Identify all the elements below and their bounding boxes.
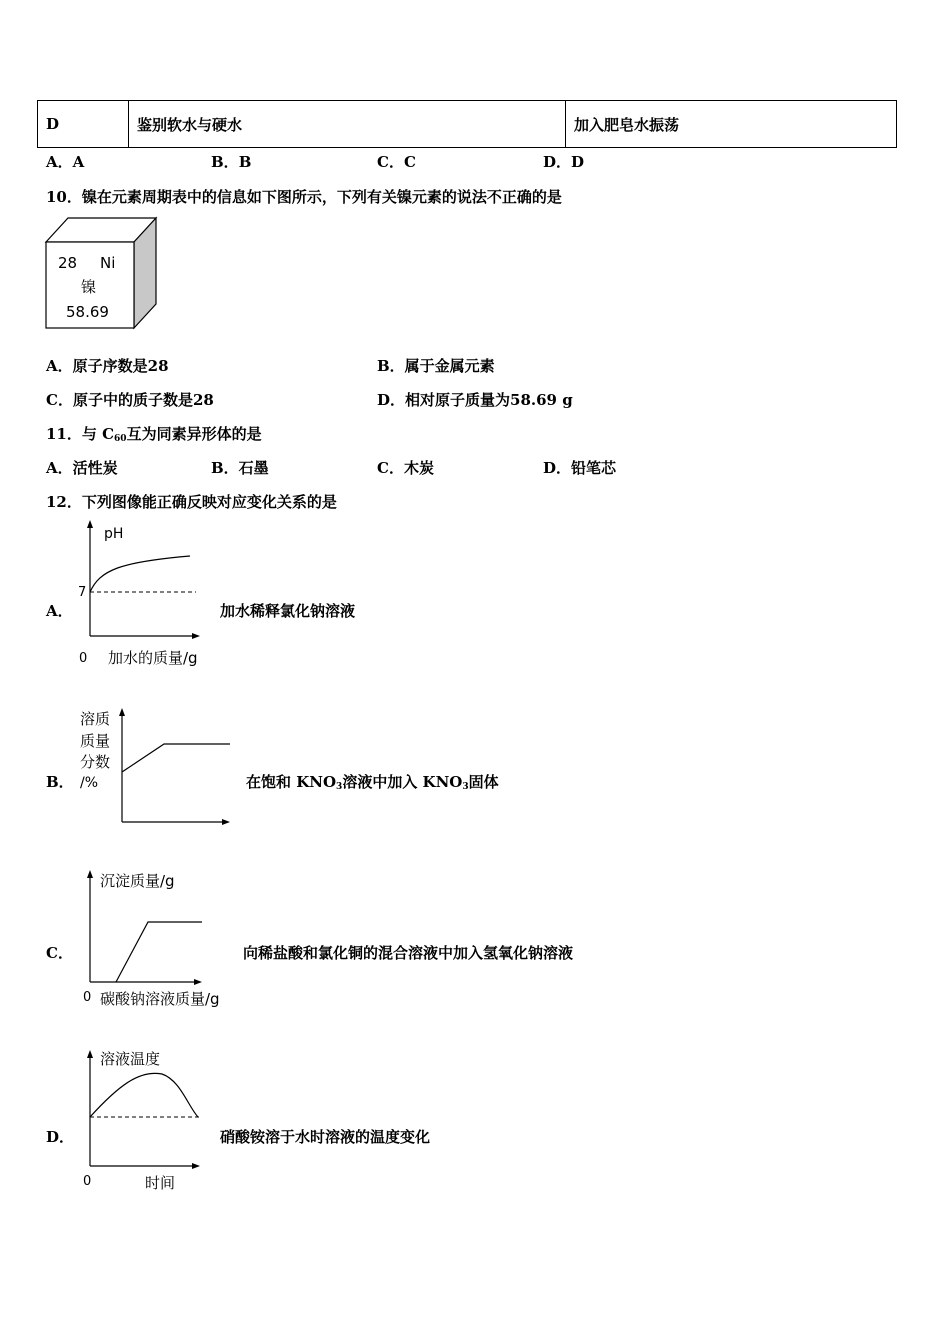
graph-a-xlabel: 加水的质量/g [108,649,198,667]
graph-b-ylabel-2: 质量 [80,732,111,750]
graph-c [70,866,240,1012]
element-symbol: Ni [100,254,116,272]
q11-option-d: D．铅笔芯 [543,459,617,477]
q10-stem: 10．镍在元素周期表中的信息如下图所示，下列有关镍元素的说法不正确的是 [46,188,562,206]
q9-option-a: A．A [46,153,85,171]
graph-d-origin: 0 [83,1174,92,1189]
q11-option-a: A．活性炭 [46,459,118,477]
q9-option-d: D．D [543,153,585,171]
options-table [37,100,897,148]
graph-b-letter: B． [46,773,74,791]
q11-option-b: B．石墨 [211,459,269,477]
table-cell-method: 鉴别软水与硬水 [129,101,566,148]
element-name: 镍 [81,278,97,296]
q9-option-b: B．B [211,153,252,171]
table-cell-operation: 加入肥皂水振荡 [566,101,897,148]
graph-b-ylabel-3: 分数 [80,753,111,771]
table-cell-label: D [38,101,129,148]
graph-b-ylabel-1: 溶质 [80,710,111,728]
graph-c-ylabel: 沉淀质量/g [100,872,175,890]
element-card-nickel [44,216,160,332]
graph-a-ylabel: pH [104,526,124,542]
q10-option-c: C．原子中的质子数是28 [46,391,214,409]
graph-d-desc: 硝酸铵溶于水时溶液的温度变化 [220,1128,431,1146]
graph-b [76,704,236,830]
q10-option-d: D．相对原子质量为58.69 g [377,391,573,409]
graph-a-letter: A． [46,602,73,620]
q10-option-b: B．属于金属元素 [377,357,495,375]
graph-d-ylabel: 溶液温度 [100,1050,161,1068]
q11-stem: 11．与 C60互为同素异形体的是 [46,425,262,444]
graph-b-ylabel-4: /% [80,775,99,791]
graph-a-origin: 0 [79,651,88,666]
table-row [38,101,897,148]
graph-c-desc: 向稀盐酸和氯化铜的混合溶液中加入氢氧化钠溶液 [243,944,574,962]
q9-option-c: C．C [377,153,416,171]
q11-option-c: C．木炭 [377,459,434,477]
element-mass: 58.69 [66,303,109,321]
graph-c-letter: C． [46,944,73,962]
graph-d-letter: D． [46,1128,75,1146]
graph-a-desc: 加水稀释氯化钠溶液 [220,602,356,620]
element-number: 28 [58,254,78,272]
graph-c-origin: 0 [83,990,92,1005]
graph-d-xlabel: 时间 [145,1174,176,1192]
graph-b-desc: 在饱和 KNO3溶液中加入 KNO3固体 [246,773,499,792]
q12-stem: 12．下列图像能正确反映对应变化关系的是 [46,493,337,511]
q10-option-a: A．原子序数是28 [46,357,169,375]
graph-d [70,1044,230,1196]
graph-c-xlabel: 碳酸钠溶液质量/g [100,990,220,1008]
graph-a [70,518,230,670]
graph-a-ymark: 7 [78,585,87,600]
